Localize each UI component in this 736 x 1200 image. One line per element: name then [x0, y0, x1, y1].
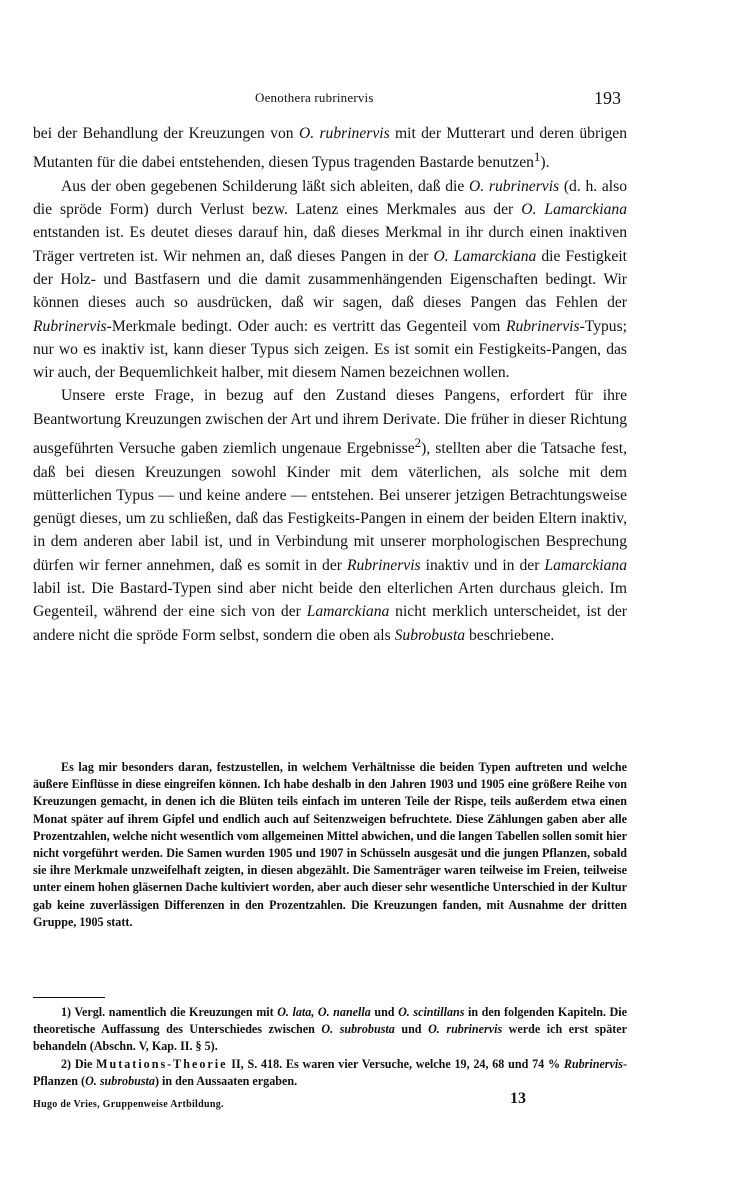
- main-text: [33, 122, 627, 647]
- running-title: Oenothera rubrinervis: [255, 90, 374, 105]
- text-run: ) in den Aussaaten ergaben.: [154, 1073, 298, 1088]
- text-run: Unsere erste Frage, in bezug auf den Zustand dieses Pangens, erfordert für ihre Beantwortung Kreuzungen zwischen der Art und ihrem Derivate. Die früher in dieser Richtung ausgeführten Versuche gaben ziemlich ungenaue Ergebnisse: [33, 387, 627, 458]
- page-number: 193: [594, 88, 621, 108]
- italic-term: Subrobusta: [394, 626, 466, 644]
- italic-term: O. subrobusta: [85, 1073, 155, 1088]
- italic-term: O. Lamarckiana: [521, 201, 627, 219]
- text-run: 2: [61, 1056, 68, 1071]
- paragraph: [33, 175, 627, 385]
- text-run: beschriebene.: [465, 626, 555, 644]
- text-run: Es lag mir besonders daran, festzustellen, in welchem Verhältnisse die beiden Typen auftreten und welche äußere Einflüsse in diese eingreifen können. Ich habe deshalb in den Jahren 1903 und 1905 eine größere Reihe von Kreuzungen gemacht, in denen ich die Blüten teils einfach im unteren Teile der Rispe, teils außerdem etwa einen Monat später auf ihrem Gipfel und endlich auch auf Seitenzweigen befruchtete. Diese Zählungen gaben aber alle Prozentzahlen, welche nicht wesentlich vom allgemeinen Mittel abwichen, und die langen Tabellen sollen somit hier nicht vorgeführt werden. Die Samen wurden 1905 und 1907 in Schüsseln ausgesät und die jungen Pflanzen, sobald sie ihre Merkmale unzweifelhaft zeigten, in diesen abgezählt. Die Samenträger waren teilweise im Freien, teilweise unter einem hohen gläsernen Dache kultiviert worden, aber auch dieser sehr wesentliche Unterschied in der Kultur gab keine zuverlässigen Differenzen in den Prozentzahlen. Die Kreuzungen fanden, mit Ausnahme der dritten Gruppe, 1905 statt.: [33, 760, 627, 929]
- text-run: -Merkmale bedingt. Oder auch: es vertritt das Gegenteil vom: [106, 317, 506, 335]
- text-run: bei der Behandlung der Kreuzungen von: [33, 125, 299, 142]
- italic-term: O. subrobusta: [321, 1022, 395, 1037]
- footnote-ref: 2: [414, 435, 422, 451]
- footnotes: [33, 1004, 627, 1090]
- text-run: entstanden ist. Es deutet dieses darauf hin, daß dieses Merkmal in ihr durch einen inaktiven Träger vertreten ist. Wir nehmen an, daß dieses Pangen in der: [33, 224, 627, 265]
- footnote-1: [33, 1004, 627, 1056]
- italic-term: Rubrinervis: [505, 317, 580, 335]
- text-run: ).: [540, 154, 550, 172]
- sheet-mark: 13: [510, 1090, 526, 1107]
- italic-term: O. rubrinervis: [469, 177, 560, 195]
- text-run: nicht merklich unterscheidet, ist der andere nicht die spröde Form selbst, sondern die oben als: [33, 603, 627, 644]
- text-run: 1: [61, 1005, 68, 1019]
- italic-term: Rubrinervis: [33, 317, 107, 335]
- text-run: -Typus; nur wo es inaktiv ist, kann dieser Typus sich zeigen. Es ist somit ein Festigkeits-Pangen, das wir auch, der Bequemlichkeit halber, mit diesem Namen bezeichnen wollen.: [33, 317, 627, 382]
- text-run: II, S. 418. Es waren vier Versuche, welche 19, 24, 68 und 74 %: [227, 1056, 564, 1071]
- text-run: ) Die: [67, 1056, 97, 1071]
- footnote-2: [33, 1056, 627, 1090]
- italic-term: Lamarckiana: [306, 603, 390, 621]
- text-run: -Pflanzen (: [33, 1056, 627, 1088]
- text-run: Aus der oben gegebenen Schilderung läßt sich ableiten, daß die: [61, 177, 470, 195]
- spaced-title: Mutations-Theorie: [96, 1056, 228, 1071]
- footnote-ref: 1: [533, 149, 541, 165]
- text-run: und: [394, 1022, 429, 1037]
- italic-term: O. Lamarckiana: [433, 247, 537, 265]
- signature-line: Hugo de Vries, Gruppenweise Artbildung.: [33, 1099, 224, 1110]
- paragraph: [33, 122, 627, 175]
- text-run: werde ich erst später behandeln (Abschn. V, Kap. II. § 5).: [33, 1022, 628, 1054]
- italic-term: Rubrinervis: [563, 1056, 623, 1071]
- text-run: ), stellten aber die Tatsache fest, daß bei diesen Kreuzungen sowohl Kinder mit dem väterlichen, als solche mit dem mütterlichen Typus — und keine andere — entstehen. Bei unserer jetzigen Betrachtungsweise genügt dieses, um zu schließen, daß das Festigkeits-Pangen in einem der beiden Eltern inaktiv, in dem anderen aber labil ist, und in Verbindung mit unserer morphologischen Besprechung dürfen wir ferner annehmen, daß es somit in der: [33, 440, 627, 574]
- text-run: in den folgenden Kapiteln. Die theoretische Auffassung des Unterschiedes zwischen: [33, 1005, 627, 1037]
- text-run: und: [370, 1005, 399, 1019]
- italic-term: Lamarckiana: [544, 556, 627, 574]
- italic-term: O. scintillans: [398, 1005, 465, 1019]
- italic-term: Rubrinervis: [346, 556, 421, 574]
- italic-term: O. rubrinervis: [298, 125, 390, 142]
- italic-term: O. lata, O. nanella: [277, 1005, 371, 1019]
- paragraph: [33, 759, 627, 931]
- paragraph: [33, 384, 627, 646]
- text-run: die Festigkeit der Holz- und Bastfasern und die damit zusammenhängenden Eigenschaften bedingt. Wir können dieses auch so ausdrücken, daß wir sagen, daß dieses Pangen das Fehlen der: [33, 247, 627, 312]
- text-run: ) Vergl. namentlich die Kreuzungen mit: [67, 1005, 278, 1019]
- text-run: mit der Mutterart und deren übrigen Mutanten für die dabei entstehenden, diesen Typus tragenden Bastarde benutzen: [33, 125, 628, 172]
- footnote-divider: [33, 997, 105, 998]
- text-run: (d. h. also die spröde Form) durch Verlust bezw. Latenz eines Merkmales aus der: [33, 177, 628, 219]
- italic-term: O. rubrinervis: [428, 1022, 503, 1037]
- text-run: labil ist. Die Bastard-Typen sind aber nicht beide den elterlichen Arten durchaus gleich. Im Gegenteil, während der eine sich von der: [33, 580, 627, 621]
- small-print-note: [33, 759, 627, 931]
- text-run: inaktiv und in der: [420, 556, 545, 574]
